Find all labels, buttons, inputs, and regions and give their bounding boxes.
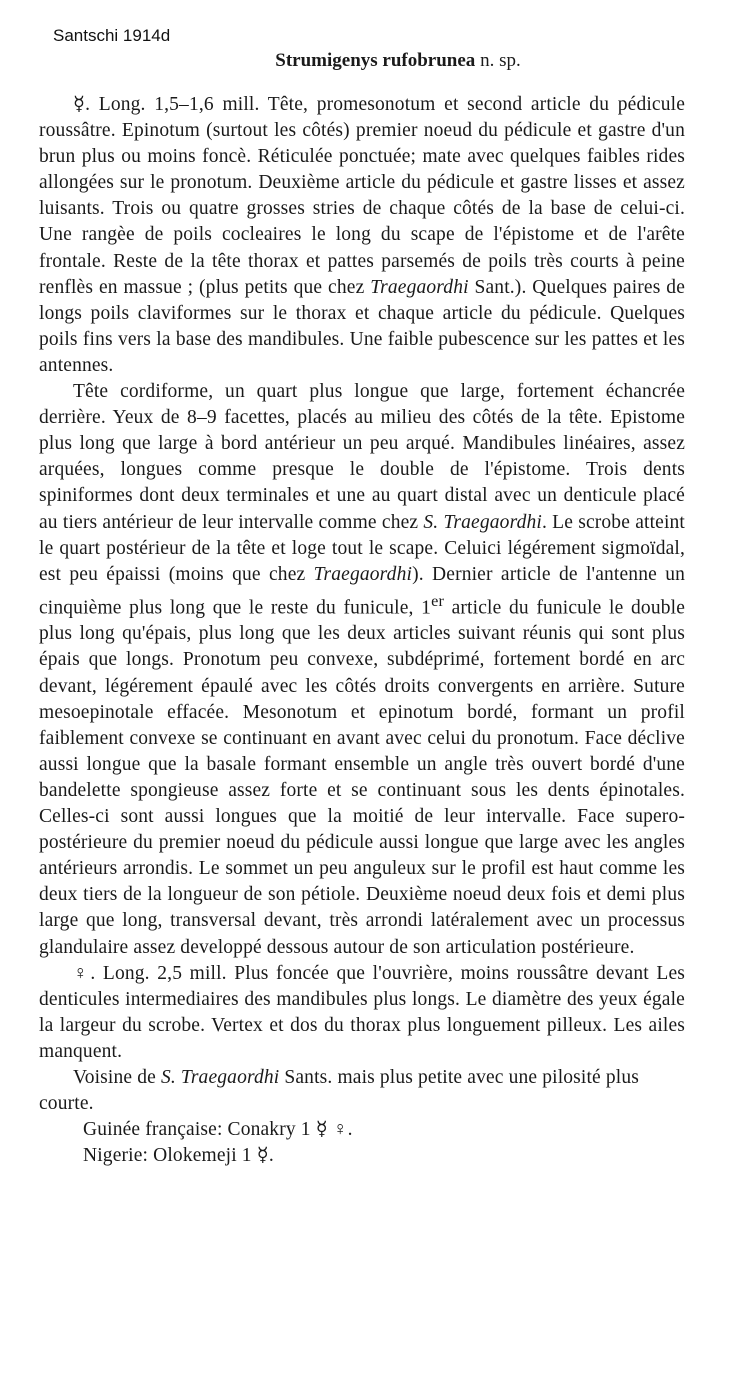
text-run: . Le scrobe atteint le quart postérieur de la tête et loge tout le scape. Celuici légérement sigmoïdal, est peu épaissi (moins que chez	[39, 511, 685, 585]
worker-description	[39, 92, 685, 379]
species-title	[0, 50, 736, 72]
female-description: ♀. Long. 2,5 mill. Plus foncée que l'ouvrière, moins roussâtre devant Les denticules intermediaires des mandibules plus longs. Le diamètre des yeux égale la largeur du scrobe. Vertex et dos du thorax plus longuement pilleux. Les ailes manquent.	[39, 962, 685, 1062]
text-run: ). Dernier article de l'antenne un cinquième plus long que le reste du funicule, 1	[39, 563, 685, 619]
superscript: er	[431, 591, 445, 610]
text-run: article du funicule le double plus long qu'épais, plus long que les deux articles suivant réunis qui sont plus épais que longs. Pronotum peu convexe, subdéprimé, fortement bordé en arc devant, légérement épaulé avec les côtés droits convergents en arrière. Suture mesoepinotale effacée. Mesonotum et epinotum bordé, formant un profil faiblement convexe se continuant en avant avec celui du pronotum. Face déclive aussi longue que la basale formant ensemble un angle très ouvert bordé d'une bandelette spongieuse assez forte et se continuant sous les dents épinotales. Celles-ci sont aussi longues que la moitié de leur intervalle. Face supero-postérieure du premier noeud du pédicule aussi longue que large avec les angles antérieurs arrondis. Le sommet un peu anguleux sur le profil est haut comme les deux tiers de la longueur de son pétiole. Deuxième noeud deux fois et demi plus large que long, transversal devant, très arrondi latéralement avec un processus glandulaire assez developpé dessous autour de son articulation postérieure.	[39, 597, 685, 958]
species-ref: Traegaordhi	[313, 563, 413, 585]
locality-line: Guinée française: Conakry 1 ☿ ♀.	[83, 1119, 353, 1141]
species-ref: Traegaordhi	[370, 276, 469, 298]
morphology-description	[39, 379, 685, 961]
text-run: Tête cordiforme, un quart plus longue que large, fortement échancrée derrière. Yeux de 8–9 facettes, placés au milieu des côtés de la tête. Epistome plus long que large à bord antérieur un peu arqué. Mandibules linéaires, assez arquées, longues comme presque le double de l'épistome. Trois dents spiniformes dont deux terminales et une au quart distal avec un denticule placé au tiers antérieur de leur intervalle comme chez	[39, 381, 685, 533]
text-run: Sants. mais plus petite avec une pilosité plus courte.	[39, 1066, 639, 1115]
text-run: ☿. Long. 1,5–1,6 mill. Tête, promesonotum et second article du pédicule roussâtre. Epinotum (surtout les côtés) premier noeud du pédicule et gastre d'un brun plus ou moins foncè. Réticulée ponctuée; mate avec quelques faibles rides allongées sur le pronotum. Deuxième article du pédicule et gastre lisses et assez luisants. Trois ou quatre grosses stries de chaque côtés de la base de celui-ci. Une rangèe de poils cocleaires le long du scape de l'épistome et de l'arête frontale. Reste de la tête thorax et pattes parsemés de poils très courts à peine renflès en massue ; (plus petits que chez	[39, 94, 685, 298]
species-name: Strumigenys rufobrunea	[275, 50, 476, 71]
species-suffix: n. sp.	[480, 50, 521, 71]
comparison-note	[39, 1065, 685, 1117]
text-run: Sant.). Quelques paires de longs poils claviformes sur le thorax et chaque article du pédicule. Quelques poils fins vers la base des mandibules. Une faible pubescence sur les pattes et les antennes.	[39, 276, 686, 376]
species-ref: S. Traegaordhi	[160, 1066, 280, 1088]
species-ref: S. Traegaordhi	[423, 511, 542, 533]
source-label: Santschi 1914d	[53, 26, 171, 45]
locality-line: Nigerie: Olokemeji 1 ☿.	[83, 1145, 274, 1167]
text-run: Voisine de	[73, 1066, 161, 1088]
description-body	[39, 92, 685, 1169]
